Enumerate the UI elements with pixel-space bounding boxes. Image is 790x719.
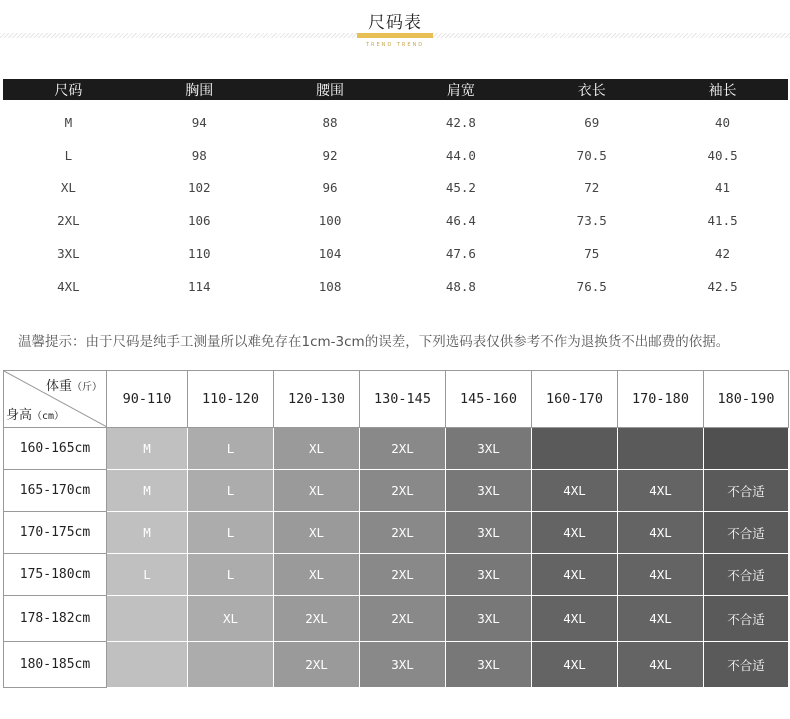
recommend-size-cell: XL [274,428,360,470]
recommend-size-cell: L [188,554,274,596]
recommend-size-cell: 4XL [532,554,618,596]
recommend-size-cell: 2XL [360,428,446,470]
measure-value: 46.4 [445,213,476,229]
col-header: 腰围 [265,79,396,100]
recommend-size-cell: 4XL [618,596,704,642]
recommend-row [4,428,789,470]
measure-value: 92 [322,147,338,163]
recommend-size-cell: M [107,470,188,512]
measure-value: 102 [187,180,211,196]
recommend-row [4,470,789,512]
recommend-size-cell: 3XL [446,470,532,512]
weight-header: 170-180 [618,371,704,428]
recommend-header-row [4,371,789,428]
measure-value: 48.8 [445,278,476,294]
weight-header: 120-130 [274,371,360,428]
weight-label: 体重（斤） [45,379,102,394]
recommend-size-cell: 3XL [446,428,532,470]
weight-header: 130-145 [360,371,446,428]
recommend-size-cell: XL [274,470,360,512]
height-range: 170-175cm [4,512,107,554]
recommend-size-cell: 3XL [446,554,532,596]
recommend-row [4,596,789,642]
measure-value: 110 [187,246,211,262]
measure-value: 70.5 [576,147,607,163]
recommend-size-cell: 不合适 [704,470,789,512]
measure-value: 42.5 [707,278,738,294]
measure-value: 106 [187,213,211,229]
height-range: 180-185cm [4,642,107,688]
size-label: XL [60,180,76,196]
recommend-size-cell [704,428,789,470]
recommend-size-cell: 2XL [274,642,360,688]
recommend-size-cell: 2XL [360,512,446,554]
recommend-size-cell: XL [188,596,274,642]
recommend-size-cell [107,642,188,688]
measure-value: 108 [318,278,342,294]
measure-value: 40.5 [707,147,738,163]
recommend-size-cell: XL [274,554,360,596]
recommend-size-cell: 不合适 [704,554,789,596]
height-range: 160-165cm [4,428,107,470]
measure-value: 104 [318,246,342,262]
measure-value: 44.0 [445,147,476,163]
height-range: 165-170cm [4,470,107,512]
recommend-size-cell: 2XL [360,554,446,596]
recommend-size-cell: 4XL [532,642,618,688]
measure-row [3,100,788,139]
recommend-size-cell: 3XL [446,642,532,688]
size-recommend-table [3,370,789,688]
measure-value: 45.2 [445,180,476,196]
measure-value: 69 [584,114,600,130]
col-header: 胸围 [134,79,265,100]
recommend-size-cell: 4XL [532,596,618,642]
weight-header: 180-190 [704,371,789,428]
recommend-size-cell: 不合适 [704,596,789,642]
recommend-size-cell: M [107,512,188,554]
col-header: 衣长 [526,79,657,100]
title-subtitle: TREND TREND [365,42,425,48]
recommend-row [4,512,789,554]
measure-row [3,237,788,270]
measure-header-row [3,79,788,100]
measure-row [3,204,788,237]
recommend-size-cell: 3XL [446,596,532,642]
measure-value: 100 [318,213,342,229]
col-header: 肩宽 [395,79,526,100]
recommend-size-cell: 不合适 [704,642,789,688]
measure-row [3,172,788,205]
size-label: 2XL [57,213,80,229]
size-note: 温馨提示：由于尺码是纯手工测量所以难免存在1cm-3cm的误差，下列选码表仅供参考不作为退换货不出邮费的依据。 [18,334,730,350]
size-label: 3XL [57,246,80,262]
measure-row [3,270,788,303]
size-label: L [64,147,73,163]
measure-value: 72 [584,180,600,196]
height-range: 175-180cm [4,554,107,596]
recommend-size-cell: 4XL [618,554,704,596]
recommend-size-cell: 4XL [532,512,618,554]
recommend-size-cell: 3XL [360,642,446,688]
recommend-size-cell: 不合适 [704,512,789,554]
recommend-size-cell: 3XL [446,512,532,554]
recommend-size-cell: L [188,428,274,470]
weight-header: 90-110 [107,371,188,428]
header [0,0,790,50]
measure-value: 98 [191,147,207,163]
measure-value: 40 [715,114,731,130]
recommend-size-cell [532,428,618,470]
recommend-size-cell: L [188,512,274,554]
col-header: 尺码 [3,79,134,100]
col-header: 袖长 [657,79,788,100]
measure-value: 76.5 [576,278,607,294]
recommend-size-cell [618,428,704,470]
measure-value: 94 [191,114,207,130]
recommend-size-cell: 2XL [360,470,446,512]
recommend-size-cell: 2XL [274,596,360,642]
measure-value: 88 [322,114,338,130]
size-label: 4XL [57,278,80,294]
recommend-row [4,554,789,596]
measure-value: 75 [584,246,600,262]
weight-header: 145-160 [446,371,532,428]
height-range: 178-182cm [4,596,107,642]
recommend-size-cell [107,596,188,642]
corner-cell [4,371,107,428]
recommend-size-cell: 2XL [360,596,446,642]
recommend-size-cell: M [107,428,188,470]
measure-value: 41.5 [707,213,738,229]
page-title: 尺码表 [368,13,422,33]
measure-value: 73.5 [576,213,607,229]
weight-header: 160-170 [532,371,618,428]
recommend-size-cell: 4XL [618,642,704,688]
title-accent-bar [357,33,433,38]
weight-header: 110-120 [188,371,274,428]
size-measure-table [3,79,788,303]
recommend-size-cell: 4XL [618,512,704,554]
measure-value: 47.6 [445,246,476,262]
size-label: M [64,114,73,130]
recommend-size-cell: L [107,554,188,596]
measure-value: 96 [322,180,338,196]
measure-value: 41 [715,180,731,196]
measure-value: 42.8 [445,114,476,130]
recommend-size-cell: XL [274,512,360,554]
measure-value: 114 [187,278,211,294]
recommend-size-cell [188,642,274,688]
height-label: 身高（cm） [6,408,65,423]
measure-value: 42 [715,246,731,262]
recommend-row [4,642,789,688]
measure-row [3,139,788,172]
recommend-size-cell: 4XL [532,470,618,512]
recommend-size-cell: L [188,470,274,512]
recommend-size-cell: 4XL [618,470,704,512]
